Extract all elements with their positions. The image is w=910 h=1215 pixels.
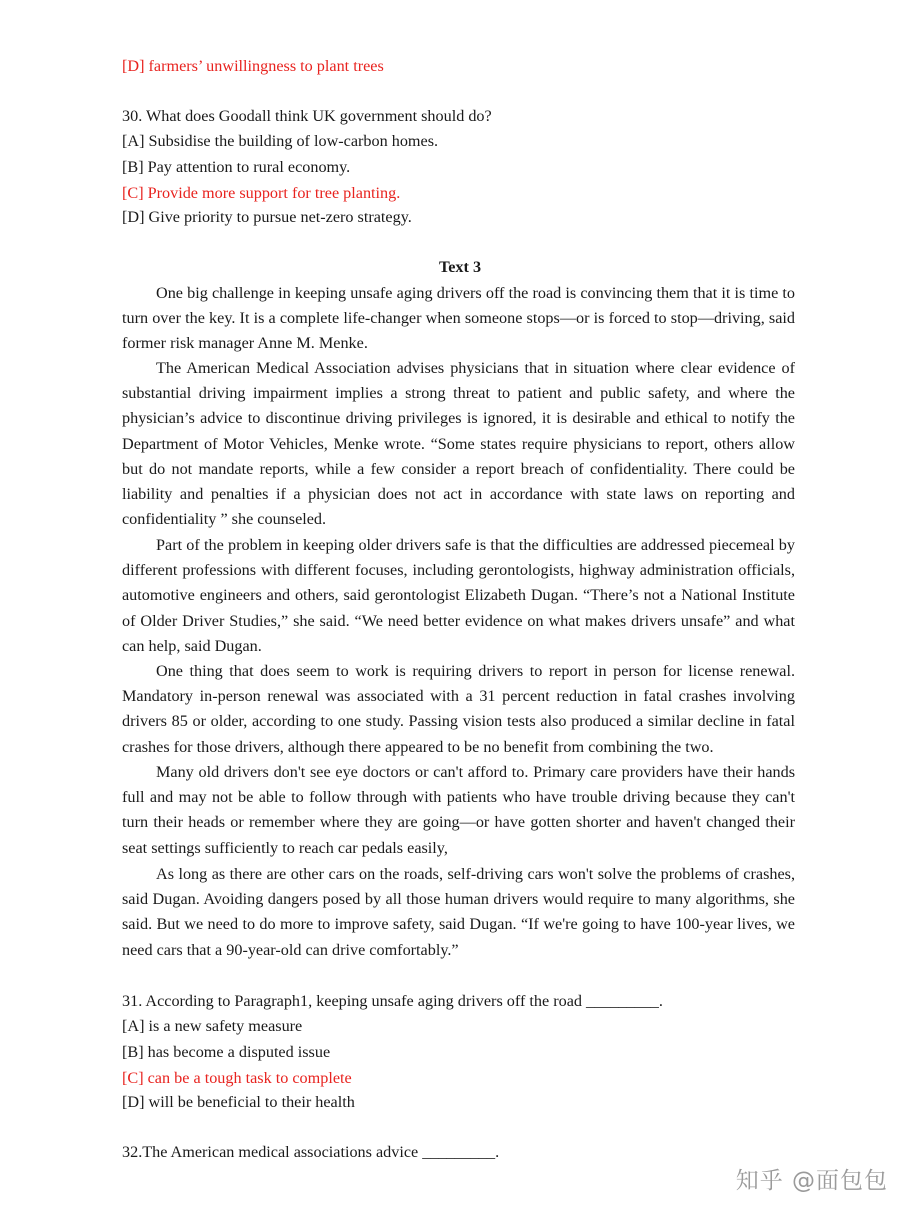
zhihu-watermark: 知乎 @面包包 [735, 1168, 888, 1194]
question-30-stem: 30. What does Goodall think UK government should do? [122, 107, 492, 125]
text-3-paragraph-6: As long as there are other cars on the roads, self-driving cars won't solve the problems of crashes, said Dugan. Avoiding dangers posed by all those human drivers would require to many algorithms, she said. But we need to do more to improve safety, said Dugan. “If we're going to have 100-year lives, we need cars that a 90-year-old can drive comfortably.” [122, 865, 795, 959]
text-3-paragraph-1: One big challenge in keeping unsafe aging drivers off the road is convincing them that it is time to turn over the key. It is a complete life-changer when someone stops—or is forced to stop—driving, said former risk manager Anne M. Menke. [122, 284, 795, 353]
text-3-paragraph-5: Many old drivers don't see eye doctors or can't afford to. Primary care providers have their hands full and may not be able to follow through with patients who have trouble driving because they can't turn their heads or remember where they are going—or have gotten shorter and haven't changed their seat settings sufficiently to reach car pedals easily, [122, 763, 795, 857]
question-31-option-a: [A] is a new safety measure [122, 1017, 303, 1035]
text-3-title: Text 3 [438, 258, 482, 276]
question-31-option-d: [D] will be beneficial to their health [122, 1093, 355, 1111]
text-3-paragraph-3: Part of the problem in keeping older drivers safe is that the difficulties are addressed piecemeal by different professions with different focuses, including gerontologists, highway administration officials, automotive engineers and others, said gerontologist Elizabeth Dugan. “There’s not a National Institute of Older Driver Studies,” she said. “We need better evidence on what makes drivers unsafe” and what can help, said Dugan. [122, 536, 795, 655]
question-30-option-d: [D] Give priority to pursue net-zero strategy. [122, 208, 412, 226]
question-30-option-a: [A] Subsidise the building of low-carbon homes. [122, 132, 439, 150]
prev-question-option-d: [D] farmers’ unwillingness to plant trees [122, 57, 384, 75]
question-30-option-c: [C] Provide more support for tree planting. [122, 184, 401, 202]
question-31-stem: 31. According to Paragraph1, keeping unsafe aging drivers off the road _________. [122, 992, 663, 1010]
text-3-paragraph-4: One thing that does seem to work is requiring drivers to report in person for license renewal. Mandatory in-person renewal was associated with a 31 percent reduction in fatal crashes involving drivers 85 or older, according to one study. Passing vision tests also produced a similar decline in fatal crashes for those drivers, although there appeared to be no benefit from combining the two. [122, 662, 795, 756]
question-31-option-b: [B] has become a disputed issue [122, 1043, 331, 1061]
question-30-option-b: [B] Pay attention to rural economy. [122, 158, 351, 176]
question-31-option-c: [C] can be a tough task to complete [122, 1069, 352, 1087]
text-3-paragraph-2: The American Medical Association advises physicians that in situation where clear evidence of substantial driving impairment implies a strong threat to patient and public safety, and where the physician’s advice to discontinue driving privileges is ignored, it is desirable and ethical to notify the Department of Motor Vehicles, Menke wrote. “Some states require physicians to report, others allow but do not mandate reports, while a few consider a report breach of confidentiality. There could be liability and penalties if a physician does not act in accordance with state laws on reporting and confidentiality ” she counseled. [122, 359, 795, 529]
question-32-stem: 32.The American medical associations advice _________. [122, 1143, 500, 1161]
